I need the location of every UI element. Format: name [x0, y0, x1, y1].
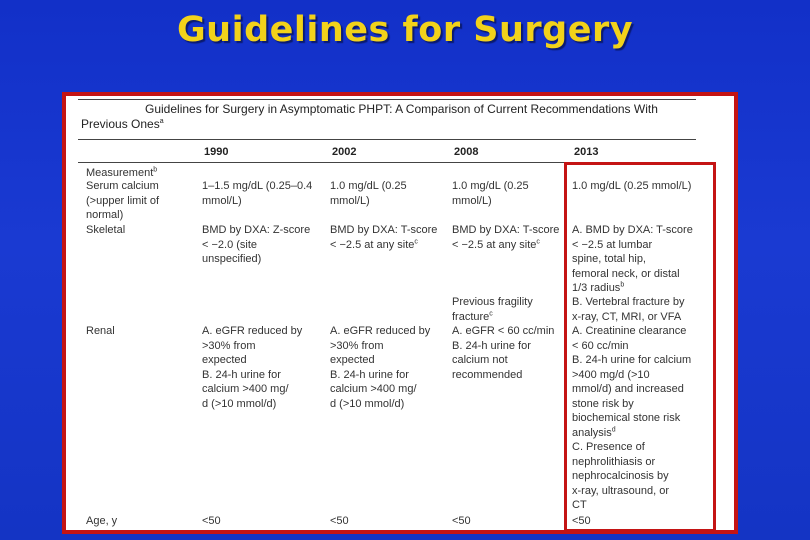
- caption-sup: a: [159, 118, 164, 125]
- cell-renal-2008: A. eGFR < 60 cc/min B. 24-h urine for calcium not recommended: [452, 325, 555, 381]
- cell-renal-1990: A. eGFR reduced by >30% from expected B. 24-h urine for calcium >400 mg/ d (>10 mmol/d): [202, 325, 303, 410]
- cell-skeletal-2013-a: A. BMD by DXA: T-score < −2.5 at lumbar spine, total hip, femoral neck, or distal 1/3 radius$^b$: [572, 224, 693, 294]
- caption-line-1: Guidelines for Surgery in Asymptomatic PHPT: A Comparison of Current Recommendations With: [145, 102, 658, 116]
- cell-skeletal-2013-b: B. Vertebral fracture by x-ray, CT, MRI, or VFA: [572, 296, 685, 323]
- table-top-rule: [78, 99, 696, 100]
- cell-renal-2013-ab: A. Creatinine clearance < 60 cc/min B. 24-h urine for calcium >400 mg/d (>10 mmol/d) and increased stone risk by biochemical stone risk analysis$^d$: [572, 325, 692, 439]
- row-label-renal: Renal: [86, 325, 115, 337]
- cell-renal-2013-c: C. Presence of nephrolithiasis or nephrocalcinosis by x-ray, ultrasound, or CT: [572, 441, 670, 511]
- col-2002: 2002: [332, 146, 357, 158]
- cell-age-2013: <50: [572, 515, 591, 527]
- cell-serum-2002: 1.0 mg/dL (0.25 mmol/L): [330, 180, 407, 207]
- cell-serum-2008: 1.0 mg/dL (0.25 mmol/L): [452, 180, 529, 207]
- col-2008: 2008: [454, 146, 479, 158]
- cell-serum-2013: 1.0 mg/dL (0.25 mmol/L): [572, 180, 692, 192]
- table-image-frame: [62, 92, 738, 534]
- cell-renal-2002: A. eGFR reduced by >30% from expected B. 24-h urine for calcium >400 mg/ d (>10 mmol/d): [330, 325, 431, 410]
- slide-title: Guidelines for Surgery: [176, 10, 634, 50]
- cell-age-1990: <50: [202, 515, 221, 527]
- cell-serum-1990: 1–1.5 mg/dL (0.25–0.4 mmol/L): [202, 180, 313, 207]
- col-1990: 1990: [204, 146, 229, 158]
- cell-age-2002: <50: [330, 515, 349, 527]
- cell-skeletal-2008: BMD by DXA: T-score < −2.5 at any site$^c$: [452, 224, 560, 251]
- cell-skeletal-1990: BMD by DXA: Z-score < −2.0 (site unspecified): [202, 224, 311, 265]
- row-label-serum-calcium: Serum calcium (>upper limit of normal): [86, 180, 160, 221]
- table-caption: [81, 102, 701, 132]
- cell-age-2008: <50: [452, 515, 471, 527]
- caption-line-2: Previous Ones: [81, 117, 160, 131]
- row-label-skeletal: Skeletal: [86, 224, 126, 236]
- header-top-rule: [78, 139, 696, 140]
- highlight-2013-column: [564, 162, 716, 532]
- measurement-label: Measurement$^b$: [86, 166, 158, 179]
- cell-skeletal-2008-fracture: Previous fragility fracture$^c$: [452, 296, 533, 323]
- col-2013: 2013: [574, 146, 599, 158]
- row-label-age: Age, y: [86, 515, 118, 527]
- cell-skeletal-2002: BMD by DXA: T-score < −2.5 at any site$^c$: [330, 224, 438, 251]
